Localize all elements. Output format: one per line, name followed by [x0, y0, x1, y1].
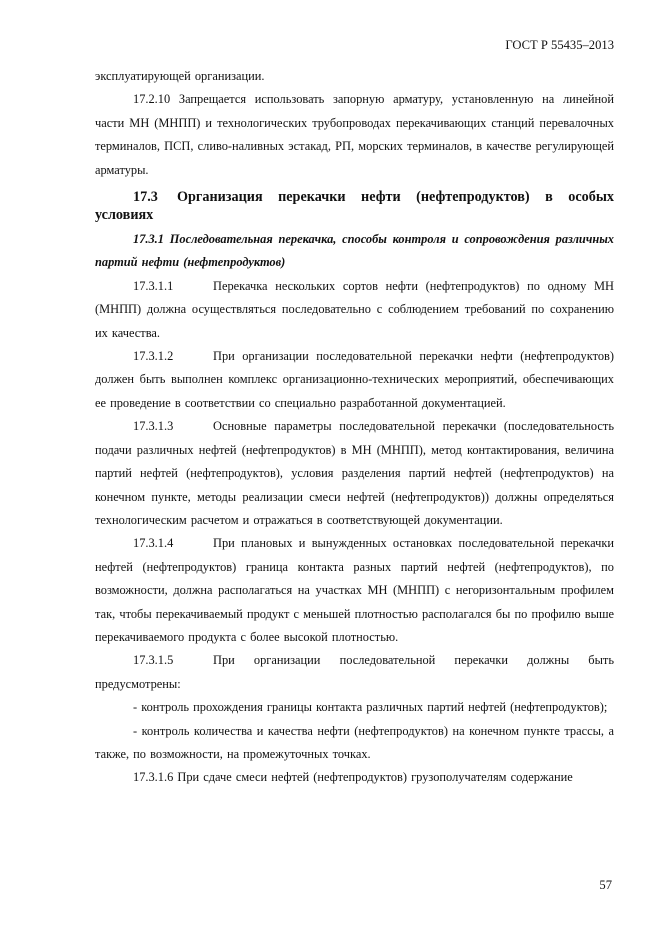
subsection-heading-17-3-1: 17.3.1 Последовательная перекачка, способы контроля и сопровождения различных партий нефти (нефтепродуктов) — [95, 232, 614, 270]
document-body — [95, 65, 614, 790]
clause-17-2-10: 17.2.10 Запрещается использовать запорную арматуру, установленную на линейной части МН (МНПП) и технологических трубопроводах перекачивающих станций перевалочных терминалов, ПСП, сливо-наливных эстакад, РП, морских терминалов, в качестве регулирующей арматуры. — [95, 92, 614, 177]
clause-number: 17.3.1.3 — [133, 419, 174, 434]
clause-17-3-1-1 — [95, 275, 614, 345]
clause-number: 17.3.1.2 — [133, 349, 174, 364]
clause-text: При плановых и вынужденных остановках последовательной перекачки нефтей (нефтепродуктов) граница контакта разных партий нефтей (нефтепродуктов), по возможности, должна располагаться на участках МН (МНПП) с негоризонтальным профилем так, чтобы перекачиваемый продукт с меньшей плотностью располагался бы по профилю выше перекачиваемого продукта с более высокой плотностью. — [95, 536, 614, 644]
section-number: 17.3 — [133, 189, 158, 206]
document-header-id: ГОСТ Р 55435–2013 — [505, 38, 614, 52]
clause-text: Перекачка нескольких сортов нефти (нефтепродуктов) по одному МН (МНПП) должна осуществляться последовательно с соблюдением требований по сохранению их качества. — [95, 278, 614, 340]
clause-17-3-1-3 — [95, 415, 614, 532]
clause-17-3-1-4 — [95, 532, 614, 649]
clause-17-3-1-6: 17.3.1.6 При сдаче смеси нефтей (нефтепродуктов) грузополучателям содержание — [133, 770, 573, 785]
clause-number: 17.3.1.5 — [133, 653, 174, 668]
list-item-bullet-2: - контроль количества и качества нефти (нефтепродуктов) на конечном пункте трассы, а также, по возможности, на промежуточных точках. — [95, 723, 614, 761]
clause-text: При организации последовательной перекачки должны быть предусмотрены: — [95, 653, 614, 691]
clause-17-3-1-2 — [95, 345, 614, 415]
clause-number: 17.3.1.4 — [133, 536, 174, 551]
clause-text: При организации последовательной перекачки нефти (нефтепродуктов) должен быть выполнен комплекс организационно-технических мероприятий, обеспечивающих ее проведение в соответствии со специально разработанной документацией. — [95, 349, 614, 410]
clause-number: 17.3.1.1 — [133, 278, 174, 293]
section-heading-17-3 — [95, 188, 614, 224]
clause-17-3-1-5 — [95, 649, 614, 696]
list-item-bullet-1: - контроль прохождения границы контакта различных партий нефтей (нефтепродуктов); — [133, 700, 608, 715]
clause-text: Основные параметры последовательной перекачки (последовательность подачи различных нефтей (нефтепродуктов) в МН (МНПП), метод контактирования, величина партий нефтей (нефтепродуктов), условия разделения партий нефтей (нефтепродуктов) на конечном пункте, методы реализации смеси нефтей (нефтепродуктов)) должны определяться технологическим расчетом и отражаться в соответствующей документации. — [95, 419, 614, 527]
paragraph-continuation: эксплуатирующей организации. — [95, 69, 265, 83]
page-number: 57 — [599, 878, 612, 892]
section-title: Организация перекачки нефти (нефтепродуктов) в особых условиях — [95, 189, 614, 224]
